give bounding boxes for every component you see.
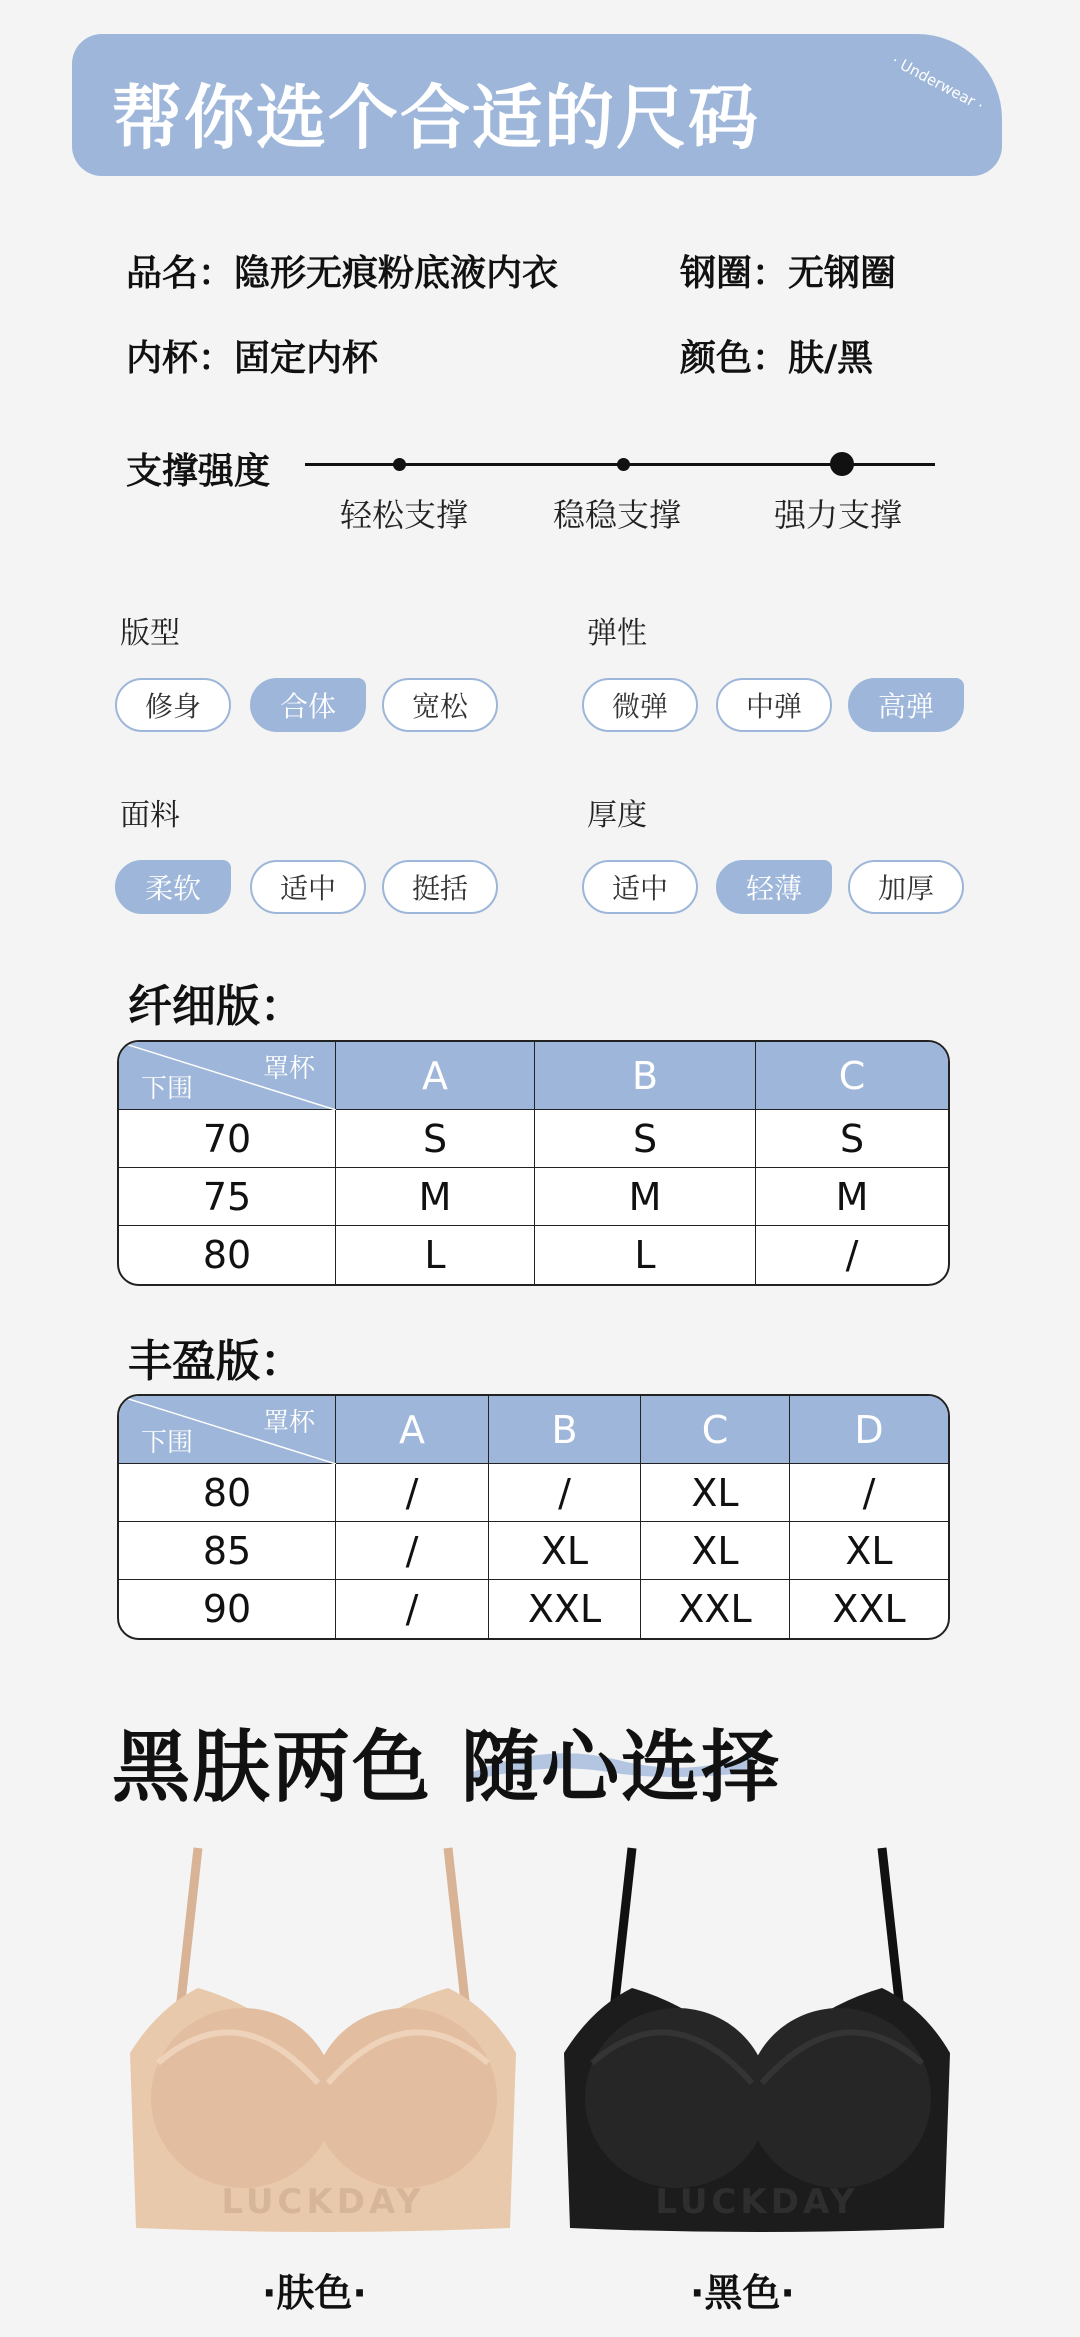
- fabric-label: 面料: [120, 798, 180, 833]
- fabric-option-crisp: 挺括: [382, 860, 498, 914]
- header-banner: [72, 34, 1002, 176]
- fit-label: 版型: [120, 616, 180, 651]
- underwire-info: 钢圈：无钢圈: [680, 253, 897, 294]
- fabric-option-moderate: 适中: [250, 860, 366, 914]
- size-cell: XL: [641, 1522, 790, 1580]
- thickness-option-thin-selected: 轻薄: [716, 860, 832, 914]
- thickness-label: 厚度: [587, 798, 647, 833]
- size-cell: XXL: [641, 1580, 790, 1638]
- colors-headline: 黑肤两色 随心选择: [112, 1723, 782, 1813]
- table-row: [119, 1522, 948, 1580]
- elasticity-option-slight: 微弹: [582, 678, 698, 732]
- full-table-title: 丰盈版：: [128, 1336, 304, 1387]
- slim-table-title: 纤细版：: [128, 981, 304, 1032]
- size-cell: /: [336, 1522, 489, 1580]
- size-cell: M: [756, 1168, 948, 1226]
- support-dot-medium: [617, 458, 630, 471]
- fit-option-regular-selected: 合体: [250, 678, 366, 732]
- table-corner-header: 罩杯 下围: [119, 1396, 336, 1464]
- product-name: 品名：隐形无痕粉底液内衣: [126, 253, 559, 294]
- support-level-medium: 稳稳支撑: [553, 496, 682, 534]
- size-cell: /: [336, 1464, 489, 1522]
- black-color-label: ·黑色·: [690, 2271, 795, 2315]
- column-header: A: [336, 1042, 535, 1110]
- band-size: 80: [119, 1464, 336, 1522]
- full-size-table: [117, 1394, 950, 1640]
- band-size: 85: [119, 1522, 336, 1580]
- size-cell: /: [845, 1233, 859, 1277]
- size-cell: XL: [790, 1522, 948, 1580]
- elasticity-label: 弹性: [587, 616, 647, 651]
- thickness-option-moderate: 适中: [582, 860, 698, 914]
- table-row: [119, 1110, 948, 1168]
- elasticity-option-medium: 中弹: [716, 678, 832, 732]
- banner-tag: · Underwear ·: [888, 51, 987, 115]
- thickness-option-thick: 加厚: [848, 860, 964, 914]
- fit-option-loose: 宽松: [382, 678, 498, 732]
- size-cell: /: [790, 1464, 948, 1522]
- fit-option-slim: 修身: [115, 678, 231, 732]
- size-cell: XL: [489, 1522, 641, 1580]
- size-cell: L: [535, 1226, 756, 1284]
- table-corner-header: 罩杯 下围: [119, 1042, 336, 1110]
- column-header: B: [535, 1042, 756, 1110]
- column-header: B: [489, 1396, 641, 1464]
- column-header: C: [641, 1396, 790, 1464]
- size-cell: XXL: [832, 1587, 906, 1631]
- size-cell: L: [336, 1226, 535, 1284]
- elasticity-option-high-selected: 高弹: [848, 678, 964, 732]
- size-cell: S: [535, 1110, 756, 1168]
- table-row: [119, 1464, 948, 1522]
- column-header: A: [336, 1396, 489, 1464]
- size-cell: M: [336, 1168, 535, 1226]
- size-cell: XXL: [489, 1580, 641, 1638]
- band-size: 70: [119, 1110, 336, 1168]
- table-row: [119, 1580, 948, 1638]
- size-cell: M: [535, 1168, 756, 1226]
- brand-watermark: LUCKDAY: [221, 2182, 425, 2222]
- support-level-strong: 强力支撑: [774, 496, 903, 534]
- size-cell: XL: [641, 1464, 790, 1522]
- page-title: 帮你选个合适的尺码: [112, 77, 760, 159]
- size-cell: S: [336, 1110, 535, 1168]
- support-dot-strong-selected: [830, 452, 854, 476]
- black-bra-image: [552, 1838, 962, 2238]
- color-info: 颜色：肤/黑: [680, 338, 874, 379]
- column-header: C: [756, 1042, 948, 1110]
- slim-size-table: [117, 1040, 950, 1286]
- size-cell: /: [336, 1580, 489, 1638]
- size-cell: S: [756, 1110, 948, 1168]
- skin-bra-image: [118, 1838, 528, 2238]
- size-cell: /: [489, 1464, 641, 1522]
- column-header: D: [790, 1396, 948, 1464]
- band-size: 90: [119, 1580, 336, 1638]
- fabric-option-soft-selected: 柔软: [115, 860, 231, 914]
- support-dot-light: [393, 458, 406, 471]
- table-row: [119, 1226, 948, 1284]
- brand-watermark: LUCKDAY: [655, 2182, 859, 2222]
- cup-info: 内杯：固定内杯: [126, 338, 379, 379]
- support-level-light: 轻松支撑: [340, 496, 469, 534]
- table-row: [119, 1168, 948, 1226]
- band-size: 80: [119, 1226, 336, 1284]
- support-label: 支撑强度: [126, 451, 271, 492]
- skin-color-label: ·肤色·: [262, 2271, 367, 2315]
- band-size: 75: [119, 1168, 336, 1226]
